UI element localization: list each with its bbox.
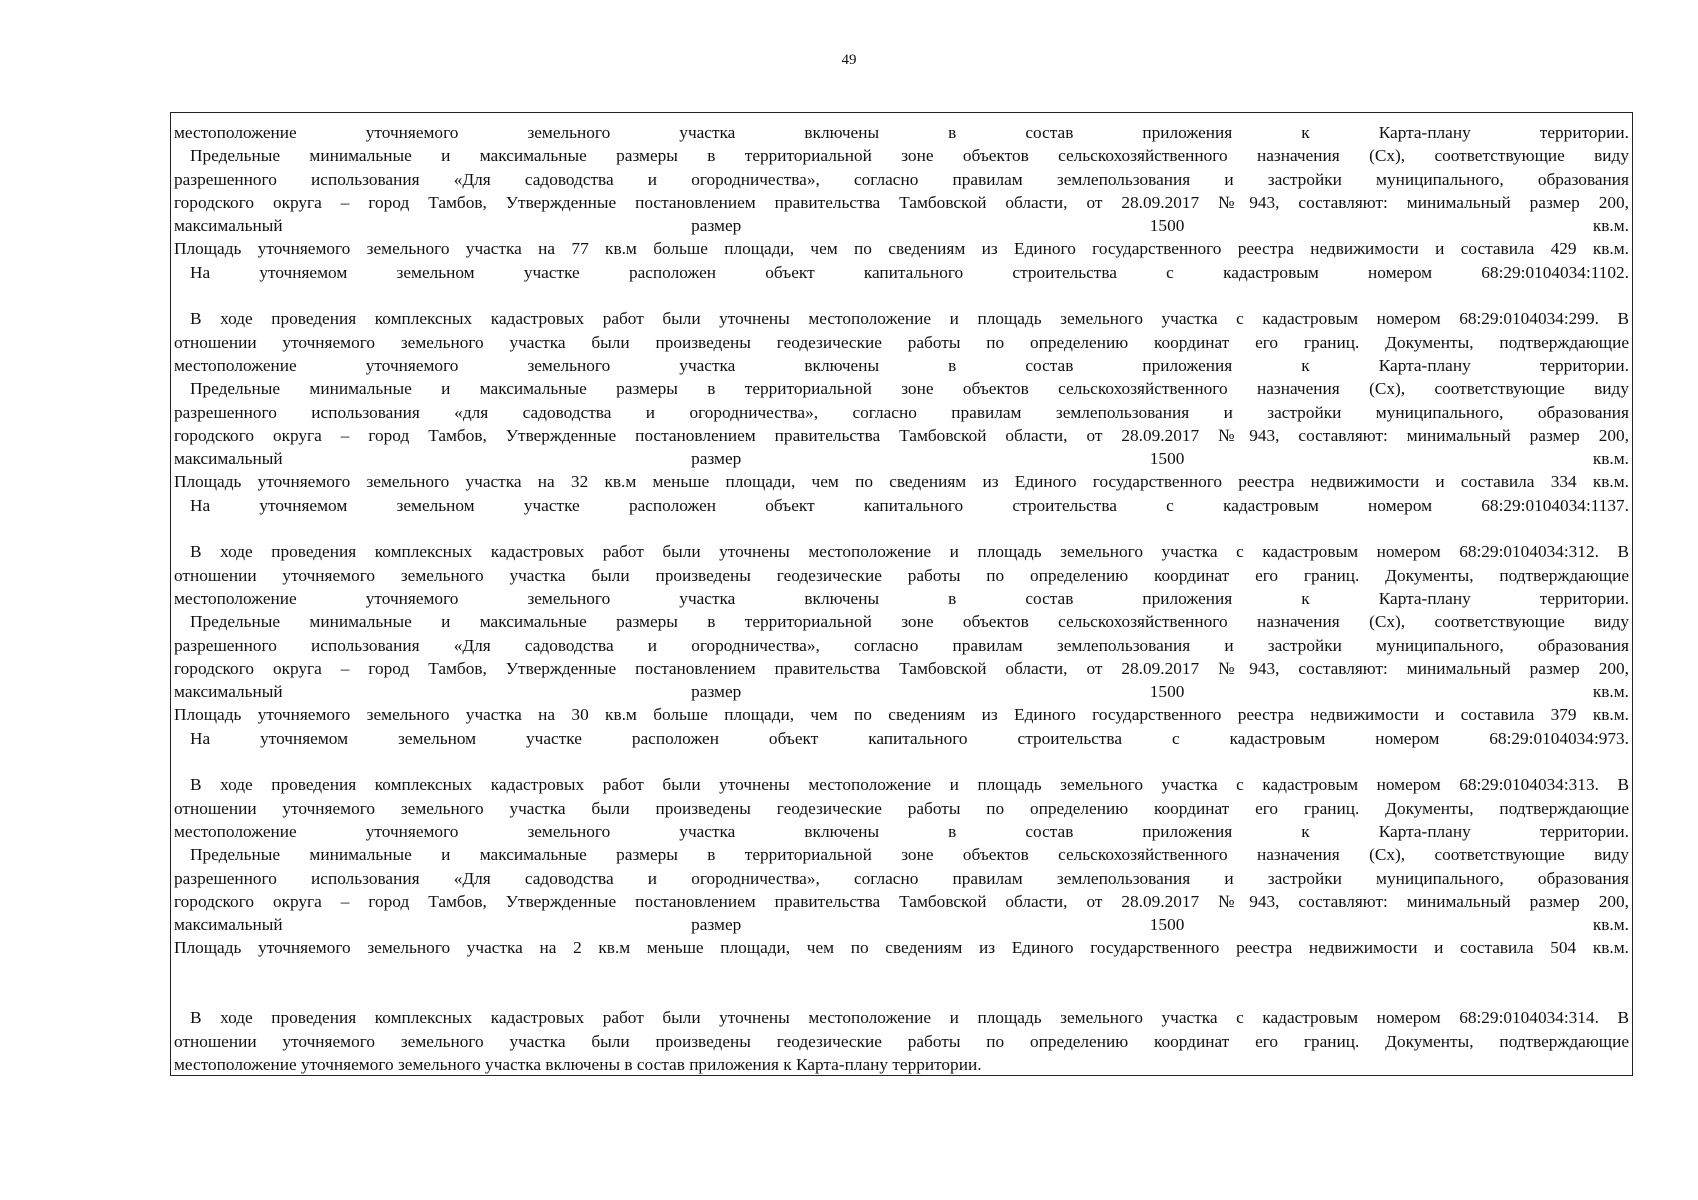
paragraph-line: Предельные минимальные и максимальные размеры в территориальной зоне объектов сельскохозяйственного назначения (Сх), соответствующие виду xyxy=(190,379,1629,399)
paragraph-line: максимальный размер 1500 кв.м. xyxy=(174,216,1629,236)
paragraph-line: отношении уточняемого земельного участка были произведены геодезические работы по определению координат его границ. Документы, подтверждающие xyxy=(174,798,1629,818)
paragraph-line: разрешенного использования «для садоводства и огородничества», согласно правилам землепользования и застройки муниципального, образования xyxy=(174,402,1629,422)
parcel-block-313 xyxy=(174,773,1629,959)
paragraph-line: городского округа – город Тамбов, Утвержденные постановлением правительства Тамбовской области, от 28.09.2017 №943, составляют: минимальный размер 200, xyxy=(174,891,1629,911)
paragraph-line: отношении уточняемого земельного участка были произведены геодезические работы по определению координат его границ. Документы, подтверждающие xyxy=(174,565,1629,585)
paragraph-line: местоположение уточняемого земельного участка включены в состав приложения к Карта-плану территории. xyxy=(174,588,1629,608)
parcel-block-continued xyxy=(174,121,1629,284)
paragraph-line: разрешенного использования «Для садоводства и огородничества», согласно правилам землепользования и застройки муниципального, образования xyxy=(174,868,1629,888)
paragraph-line: местоположение уточняемого земельного участка включены в состав приложения к Карта-плану территории. xyxy=(174,123,1629,142)
document-text-frame xyxy=(170,112,1633,1076)
paragraph-line: В ходе проведения комплексных кадастровых работ были уточнены местоположение и площадь земельного участка с кадастровым номером 68:29:0104034:312. В xyxy=(190,542,1629,562)
paragraph-line: В ходе проведения комплексных кадастровых работ были уточнены местоположение и площадь земельного участка с кадастровым номером 68:29:0104034:313. В xyxy=(190,775,1629,795)
paragraph-line: На уточняемом земельном участке расположен объект капитального строительства с кадастровым номером 68:29:0104034:1102. xyxy=(190,262,1629,282)
paragraph-line: городского округа – город Тамбов, Утвержденные постановлением правительства Тамбовской области, от 28.09.2017 №943, составляют: минимальный размер 200, xyxy=(174,658,1629,678)
paragraph-line: Площадь уточняемого земельного участка на 77 кв.м больше площади, чем по сведениям из Единого государственного реестра недвижимости и составила 429 кв.м. xyxy=(174,239,1629,259)
paragraph-line: максимальный размер 1500 кв.м. xyxy=(174,915,1629,935)
paragraph-line: Предельные минимальные и максимальные размеры в территориальной зоне объектов сельскохозяйственного назначения (Сх), соответствующие виду xyxy=(190,146,1629,166)
paragraph-line: Площадь уточняемого земельного участка на 32 кв.м меньше площади, чем по сведениям из Единого государственного реестра недвижимости и составила 334 кв.м. xyxy=(174,472,1629,492)
page-number: 49 xyxy=(841,52,857,68)
paragraph-line: городского округа – город Тамбов, Утвержденные постановлением правительства Тамбовской области, от 28.09.2017 №943, составляют: минимальный размер 200, xyxy=(174,425,1629,445)
paragraph-line: местоположение уточняемого земельного участка включены в состав приложения к Карта-плану территории. xyxy=(174,355,1629,375)
paragraph-line: местоположение уточняемого земельного участка включены в состав приложения к Карта-плану территории. xyxy=(174,1054,982,1074)
paragraph-line: В ходе проведения комплексных кадастровых работ были уточнены местоположение и площадь земельного участка с кадастровым номером 68:29:0104034:314. В xyxy=(190,1008,1629,1028)
paragraph-line: местоположение уточняемого земельного участка включены в состав приложения к Карта-плану территории. xyxy=(174,821,1629,841)
paragraph-line: разрешенного использования «Для садоводства и огородничества», согласно правилам землепользования и застройки муниципального, образования xyxy=(174,169,1629,189)
paragraph-line: На уточняемом земельном участке расположен объект капитального строительства с кадастровым номером 68:29:0104034:1137. xyxy=(190,495,1629,515)
paragraph-line: На уточняемом земельном участке расположен объект капитального строительства с кадастровым номером 68:29:0104034:973. xyxy=(190,728,1629,748)
parcel-block-312 xyxy=(174,540,1629,750)
paragraph-line: В ходе проведения комплексных кадастровых работ были уточнены местоположение и площадь земельного участка с кадастровым номером 68:29:0104034:299. В xyxy=(190,309,1629,329)
parcel-block-314 xyxy=(174,1006,1629,1076)
paragraph-line: Предельные минимальные и максимальные размеры в территориальной зоне объектов сельскохозяйственного назначения (Сх), соответствующие виду xyxy=(190,612,1629,632)
paragraph-line: отношении уточняемого земельного участка были произведены геодезические работы по определению координат его границ. Документы, подтверждающие xyxy=(174,1031,1629,1051)
paragraph-line: Площадь уточняемого земельного участка на 2 кв.м меньше площади, чем по сведениям из Единого государственного реестра недвижимости и составила 504 кв.м. xyxy=(174,938,1629,958)
parcel-block-299 xyxy=(174,307,1629,517)
paragraph-line: максимальный размер 1500 кв.м. xyxy=(174,449,1629,469)
paragraph-line: Площадь уточняемого земельного участка на 30 кв.м больше площади, чем по сведениям из Единого государственного реестра недвижимости и составила 379 кв.м. xyxy=(174,705,1629,725)
paragraph-line: Предельные минимальные и максимальные размеры в территориальной зоне объектов сельскохозяйственного назначения (Сх), соответствующие виду xyxy=(190,845,1629,865)
paragraph-line: разрешенного использования «Для садоводства и огородничества», согласно правилам землепользования и застройки муниципального, образования xyxy=(174,635,1629,655)
paragraph-line: отношении уточняемого земельного участка были произведены геодезические работы по определению координат его границ. Документы, подтверждающие xyxy=(174,332,1629,352)
paragraph-line: максимальный размер 1500 кв.м. xyxy=(174,682,1629,702)
paragraph-line: городского округа – город Тамбов, Утвержденные постановлением правительства Тамбовской области, от 28.09.2017 №943, составляют: минимальный размер 200, xyxy=(174,192,1629,212)
